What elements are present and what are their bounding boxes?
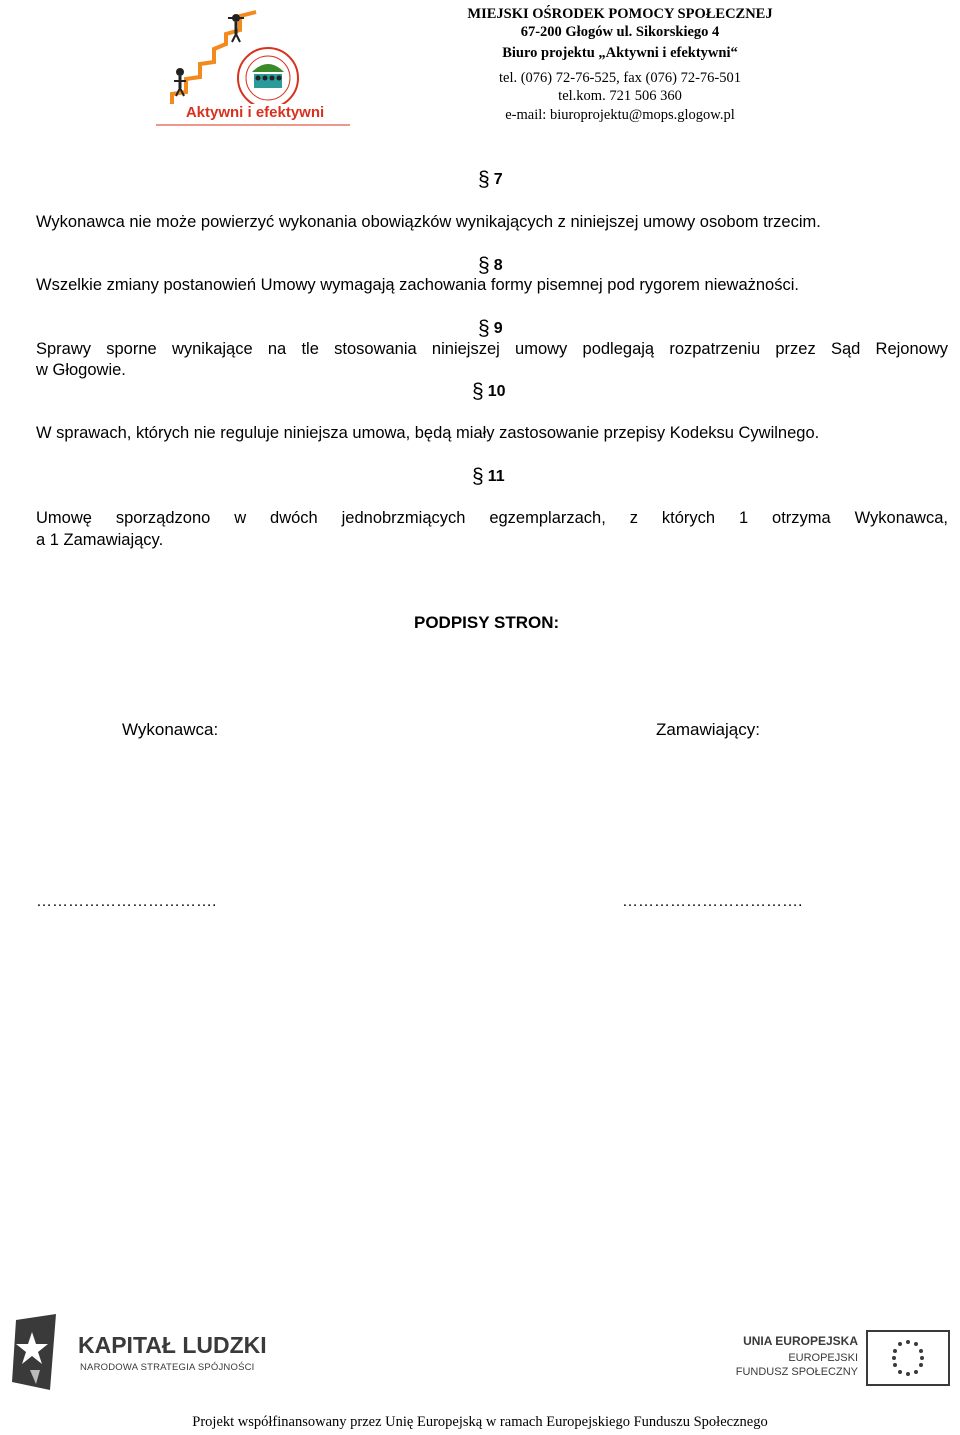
section-8-text: Wszelkie zmiany postanowień Umowy wymagają zachowania formy pisemnej pod rygorem nieważności.	[36, 276, 799, 294]
section-11-heading	[472, 465, 505, 489]
eu-line3: FUNDUSZ SPOŁECZNY	[735, 1366, 858, 1378]
contractor-label: Wykonawca:	[122, 720, 219, 739]
header-mobile: tel.kom. 721 506 360	[558, 88, 682, 104]
section-10-text: W sprawach, których nie reguluje niniejsza umowa, będą miały zastosowanie przepisy Kodeksu Cywilnego.	[36, 424, 820, 442]
paragraph-sign: §	[478, 317, 490, 340]
kapital-ludzki-logo	[10, 1312, 270, 1392]
footer-cofinancing-note: Projekt współfinansowany przez Unię Europejską w ramach Europejskiego Funduszu Społecznego	[192, 1414, 768, 1430]
section-9-text-line1: Sprawy sporne wynikające na tle stosowania niniejszej umowy podlegają rozpatrzeniu przez Sąd Rejonowy	[36, 340, 948, 358]
paragraph-sign: §	[472, 465, 484, 488]
section-7-text: Wykonawca nie może powierzyć wykonania obowiązków wynikających z niniejszej umowy osobom trzecim.	[36, 213, 821, 231]
paragraph-sign: §	[472, 380, 484, 403]
client-label: Zamawiający:	[656, 720, 760, 739]
section-number: 9	[493, 320, 503, 337]
eu-flag-icon	[866, 1330, 950, 1386]
section-10-heading	[472, 380, 505, 404]
header-institution: MIEJSKI OŚRODEK POMOCY SPOŁECZNEJ	[467, 6, 773, 22]
kapital-ludzki-subtitle: NARODOWA STRATEGIA SPÓJNOŚCI	[80, 1362, 255, 1373]
header-project-office: Biuro projektu „Aktywni i efektywni“	[502, 45, 738, 61]
paragraph-sign: §	[478, 168, 490, 191]
section-number: 10	[487, 383, 506, 400]
section-7-heading	[478, 168, 503, 192]
contractor-signature-line: …………………………….	[36, 893, 217, 910]
eu-logo	[735, 1328, 952, 1388]
header-address: 67-200 Głogów ul. Sikorskiego 4	[520, 24, 720, 40]
section-11-text-line2: a 1 Zamawiający.	[36, 531, 164, 549]
kapital-ludzki-emblem-icon	[10, 1312, 70, 1392]
section-number: 8	[493, 257, 503, 274]
project-logo-text: Aktywni i efektywni	[185, 104, 325, 121]
signatures-heading: PODPISY STRON:	[414, 613, 560, 632]
section-9-heading	[478, 317, 503, 341]
header-phone-fax: tel. (076) 72-76-525, fax (076) 72-76-501	[498, 70, 741, 86]
kapital-ludzki-title: KAPITAŁ LUDZKI	[78, 1332, 267, 1358]
section-number: 11	[487, 468, 505, 485]
paragraph-sign: §	[478, 254, 490, 277]
eu-line2: EUROPEJSKI	[788, 1352, 858, 1364]
section-11-text-line1: Umowę sporządzono w dwóch jednobrzmiących egzemplarzach, z których 1 otrzyma Wykonawca,	[36, 509, 948, 527]
eu-title: UNIA EUROPEJSKA	[743, 1334, 858, 1348]
client-signature-line: …………………………….	[622, 893, 803, 910]
header-email: e-mail: biuroprojektu@mops.glogow.pl	[505, 107, 735, 123]
section-9-text-line2: w Głogowie.	[36, 361, 126, 379]
project-logo	[152, 4, 352, 130]
section-number: 7	[493, 171, 503, 188]
